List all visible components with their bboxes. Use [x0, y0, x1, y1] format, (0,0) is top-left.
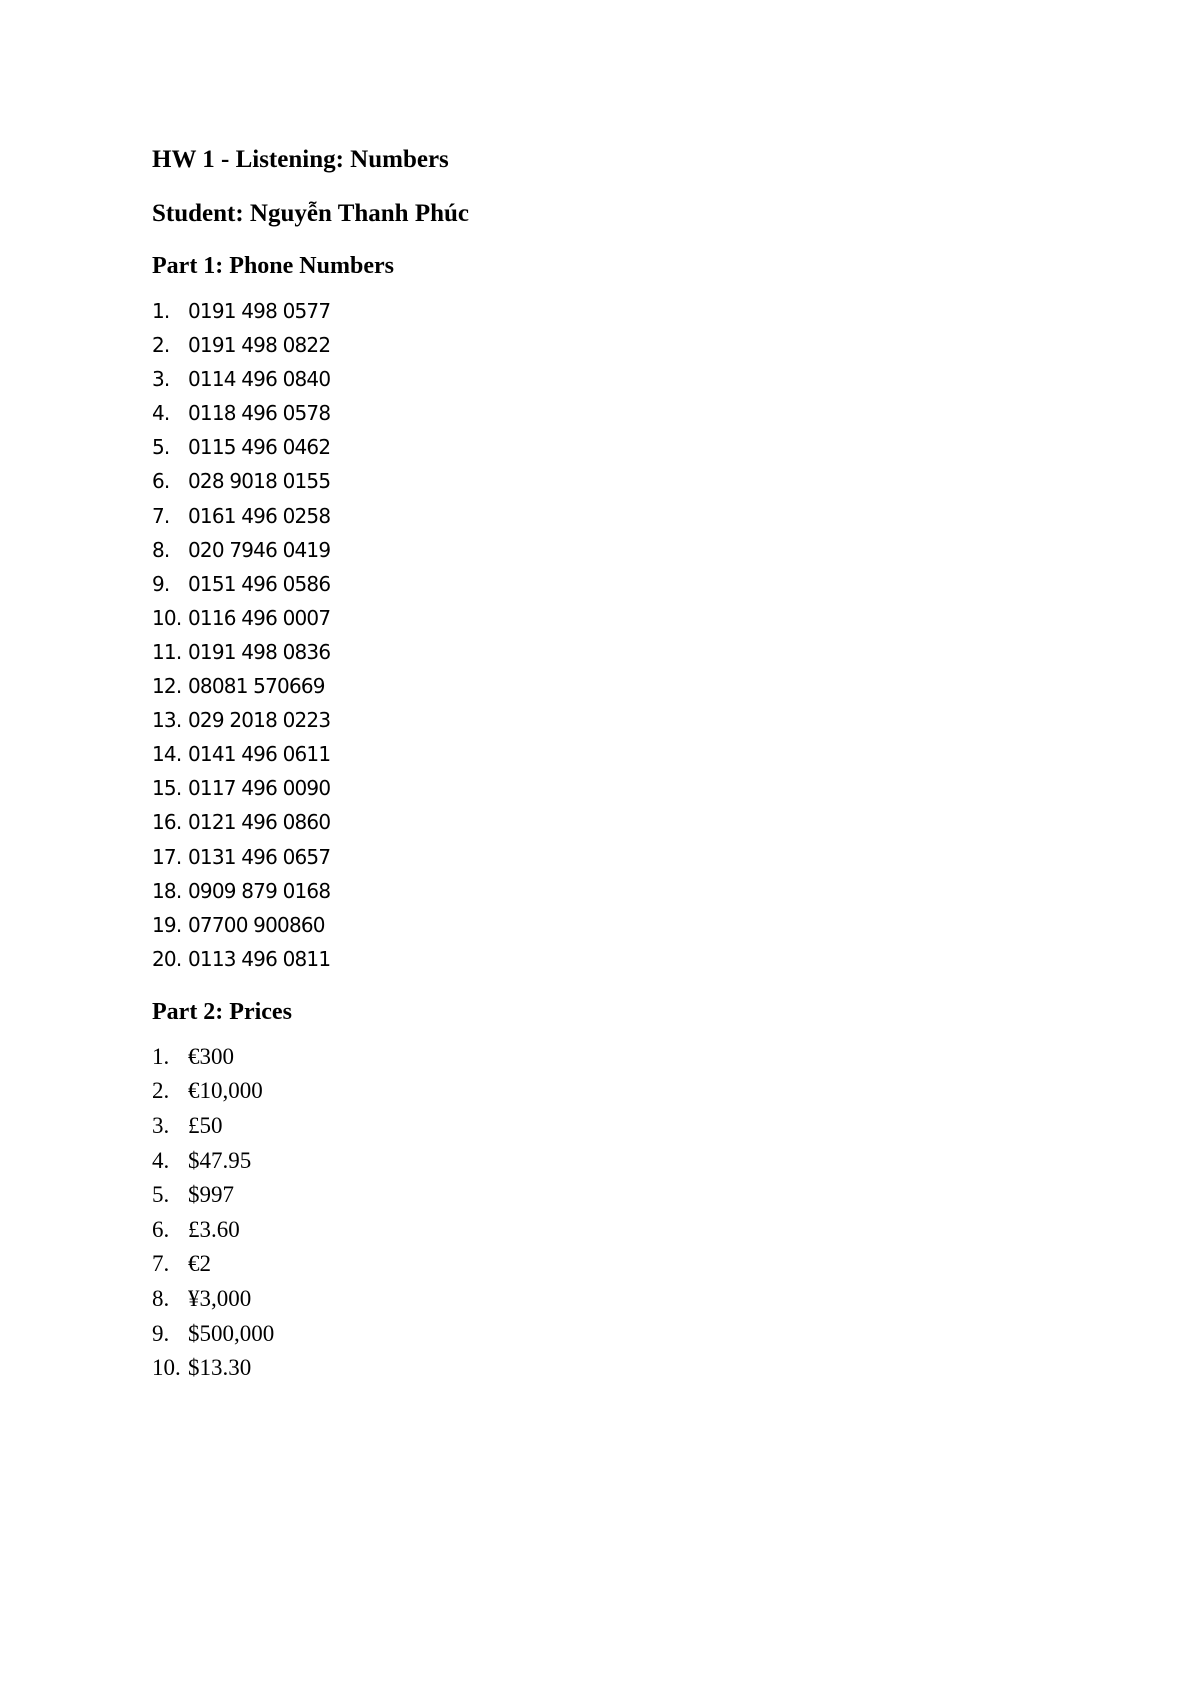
price-value: €10,000: [188, 1078, 263, 1104]
list-item: [152, 942, 1052, 976]
item-number: 3.: [152, 1113, 170, 1139]
phone-number: 0117 496 0090: [188, 776, 331, 801]
list-item: [152, 430, 1052, 464]
item-number: 14.: [152, 742, 182, 767]
price-value: $997: [188, 1182, 234, 1208]
phone-number: 0114 496 0840: [188, 367, 331, 392]
item-number: 4.: [152, 401, 170, 426]
phone-number: 07700 900860: [188, 912, 325, 937]
item-number: 20.: [152, 946, 182, 971]
price-value: $47.95: [188, 1147, 252, 1173]
list-item: [152, 908, 1052, 942]
phone-number: 0151 496 0586: [188, 571, 331, 596]
list-item: [152, 635, 1052, 669]
item-number: 3.: [152, 367, 170, 392]
document-body: [152, 142, 1052, 1386]
list-item: [152, 840, 1052, 874]
item-number: 11.: [152, 639, 182, 664]
list-item: [152, 1144, 1052, 1179]
phone-number: 0191 498 0577: [188, 299, 331, 323]
item-number: 6.: [152, 469, 170, 494]
price-value: €2: [188, 1251, 211, 1277]
list-item: [152, 396, 1052, 430]
document-title: HW 1 - Listening: Numbers: [152, 146, 449, 173]
phone-number: 029 2018 0223: [188, 708, 331, 733]
item-number: 2.: [152, 1078, 170, 1104]
price-value: €300: [188, 1043, 234, 1069]
phone-number: 0909 879 0168: [188, 878, 331, 903]
list-item: [152, 567, 1052, 601]
list-item: [152, 1282, 1052, 1317]
phone-number-list: [152, 294, 1052, 976]
item-number: 17.: [152, 844, 182, 869]
list-item: [152, 703, 1052, 737]
item-number: 2.: [152, 333, 170, 358]
phone-number: 0191 498 0822: [188, 333, 331, 358]
list-item: [152, 1074, 1052, 1109]
item-number: 10.: [152, 605, 182, 630]
item-number: 4.: [152, 1147, 170, 1173]
list-item: [152, 669, 1052, 703]
list-item: [152, 294, 1052, 328]
price-value: $500,000: [188, 1320, 275, 1346]
item-number: 6.: [152, 1216, 170, 1242]
item-number: 8.: [152, 1286, 170, 1312]
item-number: 1.: [152, 1043, 170, 1069]
phone-number: 0161 496 0258: [188, 503, 331, 528]
list-item: [152, 1178, 1052, 1213]
item-number: 15.: [152, 776, 182, 801]
item-number: 19.: [152, 912, 182, 937]
list-item: [152, 1109, 1052, 1144]
item-number: 12.: [152, 674, 182, 699]
phone-number: 0141 496 0611: [188, 742, 331, 767]
list-item: [152, 805, 1052, 839]
list-item: [152, 533, 1052, 567]
item-number: 7.: [152, 503, 170, 528]
phone-number: 020 7946 0419: [188, 537, 331, 562]
part1-heading: Part 1: Phone Numbers: [152, 253, 394, 279]
price-value: ¥3,000: [188, 1286, 252, 1312]
item-number: 8.: [152, 537, 170, 562]
item-number: 7.: [152, 1251, 170, 1277]
list-item: [152, 737, 1052, 771]
phone-number: 0115 496 0462: [188, 435, 331, 460]
price-value: £3.60: [188, 1216, 240, 1242]
phone-number: 0191 498 0836: [188, 639, 331, 664]
item-number: 16.: [152, 810, 182, 835]
item-number: 13.: [152, 708, 182, 733]
phone-number: 0131 496 0657: [188, 844, 331, 869]
list-item: [152, 1040, 1052, 1075]
list-item: [152, 362, 1052, 396]
list-item: [152, 1213, 1052, 1248]
list-item: [152, 499, 1052, 533]
part2-heading: Part 2: Prices: [152, 998, 292, 1025]
phone-number: 0116 496 0007: [188, 605, 331, 630]
list-item: [152, 601, 1052, 635]
list-item: [152, 874, 1052, 908]
item-number: 18.: [152, 878, 182, 903]
phone-number: 0121 496 0860: [188, 810, 331, 835]
phone-number: 08081 570669: [188, 674, 325, 699]
list-item: [152, 771, 1052, 805]
phone-number: 0113 496 0811: [188, 946, 331, 971]
item-number: 5.: [152, 435, 170, 460]
phone-number: 0118 496 0578: [188, 401, 331, 426]
price-value: $13.30: [188, 1355, 252, 1381]
list-item: [152, 1317, 1052, 1352]
list-item: [152, 1247, 1052, 1282]
item-number: 5.: [152, 1182, 170, 1208]
student-name: Student: Nguyễn Thanh Phúc: [152, 200, 470, 227]
price-list: [152, 1040, 1052, 1386]
list-item: [152, 464, 1052, 498]
item-number: 10.: [152, 1355, 181, 1381]
price-value: £50: [188, 1113, 223, 1139]
item-number: 9.: [152, 1320, 170, 1346]
item-number: 1.: [152, 299, 170, 323]
phone-number: 028 9018 0155: [188, 469, 331, 494]
list-item: [152, 328, 1052, 362]
item-number: 9.: [152, 571, 170, 596]
list-item: [152, 1351, 1052, 1386]
